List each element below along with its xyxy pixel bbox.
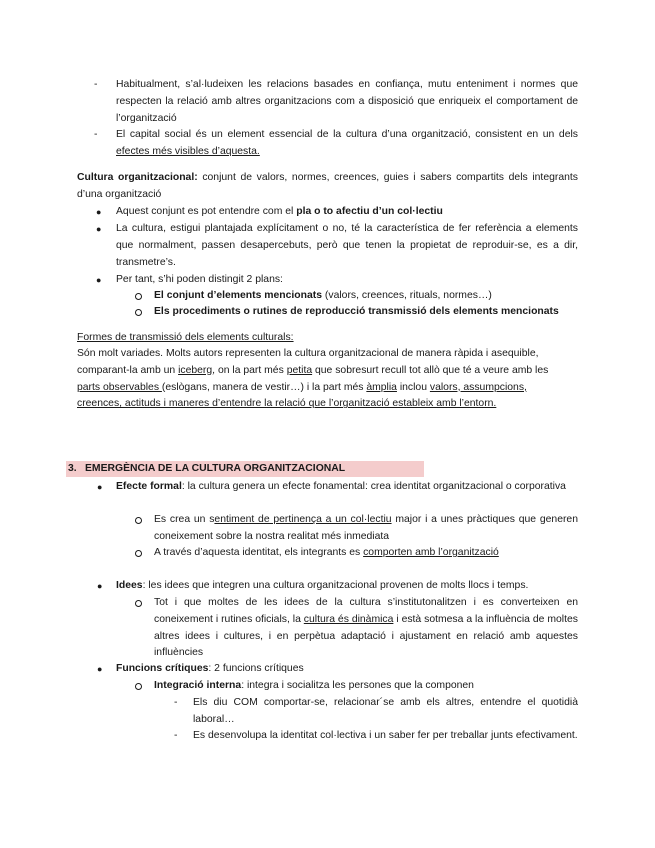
bullet-icon: ●: [96, 207, 102, 217]
cultura-bullet-2: La cultura, estigui plantajada explícitament o no, té la característica de fer referència a elements que normalment, passen desapercebuts, però que tenen la propietat de reproduir-se, es a dir, transmetre’s.: [116, 223, 578, 268]
capital-social-item-1: Habitualment, s’al·ludeixen les relacions basades en confiança, mutu enteniment i normes que respecten la relació amb altres organitzacions com a disposició que enriqueix el comportament de l’organització: [116, 79, 578, 124]
funcions-sub-1: Integració interna: integra i socialitza les persones que la componen: [154, 680, 474, 691]
circle-bullet-icon: [135, 293, 142, 300]
bullet-icon: ●: [97, 581, 103, 591]
section-title: EMERGÈNCIA DE LA CULTURA ORGANITZACIONAL: [85, 463, 346, 474]
section-number: 3.: [68, 463, 77, 474]
circle-bullet-icon: [135, 683, 142, 690]
funcions-dash-2: Es desenvolupa la identitat col·lectiva i un saber fer per treballar junts efectivament.: [193, 730, 578, 741]
bullet-icon: ●: [97, 482, 103, 492]
circle-bullet-icon: [135, 550, 142, 557]
cultura-sub-2: Els procediments o rutines de reproducció transmissió dels elements mencionats: [154, 306, 559, 317]
efecte-sub-1: Es crea un sentiment de pertinença a un col·lectiu major i a unes pràctiques que generen coneixement sobre la nostra realitat més inmediata: [154, 514, 578, 542]
bullet-icon: ●: [97, 664, 103, 674]
formes-heading: Formes de transmissió dels elements culturals:: [77, 332, 294, 343]
dash-bullet: -: [174, 697, 178, 708]
formes-paragraph: Són molt variades. Molts autors representen la cultura organitzacional de manera ràpida i asequible, comparant-la amb un iceberg, on la part més petita que sobresurt recull tot allò que té a veure amb les parts observables (eslògans, manera de vestir…) i la part més àmplia inclou valors, assumpcions, creences, actituds i maneres d’entendre la relació que l’organització estableix amb l’entorn.: [77, 348, 549, 410]
dash-bullet: -: [94, 79, 98, 90]
dash-bullet: -: [94, 129, 98, 140]
circle-bullet-icon: [135, 600, 142, 607]
funcions-dash-1: Els diu COM comportar-se, relacionar´se amb els altres, entendre el quotidià laboral…: [193, 697, 578, 725]
bullet-icon: ●: [96, 224, 102, 234]
efecte-sub-2: A través d’aquesta identitat, els integrants es comporten amb l’organització: [154, 547, 499, 558]
circle-bullet-icon: [135, 309, 142, 316]
circle-bullet-icon: [135, 517, 142, 524]
efecte-formal: Efecte formal: la cultura genera un efecte fonamental: crea identitat organitzacional o corporativa: [116, 481, 566, 492]
dash-bullet: -: [174, 730, 178, 741]
bullet-icon: ●: [96, 275, 102, 285]
idees-sub-1: Tot i que moltes de les idees de la cultura s’institutonalitzen i es converteixen en coneixement i rutines oficials, la cultura és dinàmica i està sotmesa a la influència de moltes altres idees i cultures, i en perpètua adaptació i ajustament en relació amb aquestes influències: [154, 597, 578, 659]
idees: Idees: les idees que integren una cultura organitzacional provenen de molts llocs i temps.: [116, 580, 529, 591]
cultura-sub-1: El conjunt d’elements mencionats (valors, creences, rituals, normes…): [154, 290, 492, 301]
cultura-bullet-1: Aquest conjunt es pot entendre com el pla o to afectiu d’un col·lectiu: [116, 206, 443, 217]
funcions-critiques: Funcions crítiques: 2 funcions crítiques: [116, 663, 304, 674]
cultura-bullet-3: Per tant, s’hi poden distingit 2 plans:: [116, 274, 283, 285]
capital-social-item-2: El capital social és un element essencial de la cultura d’una organització, consistent en un dels efectes més visibles d’aquesta.: [116, 129, 578, 157]
cultura-definition: Cultura organitzacional: conjunt de valors, normes, creences, guies i sabers compartits dels integrants d’una organització: [77, 172, 578, 200]
